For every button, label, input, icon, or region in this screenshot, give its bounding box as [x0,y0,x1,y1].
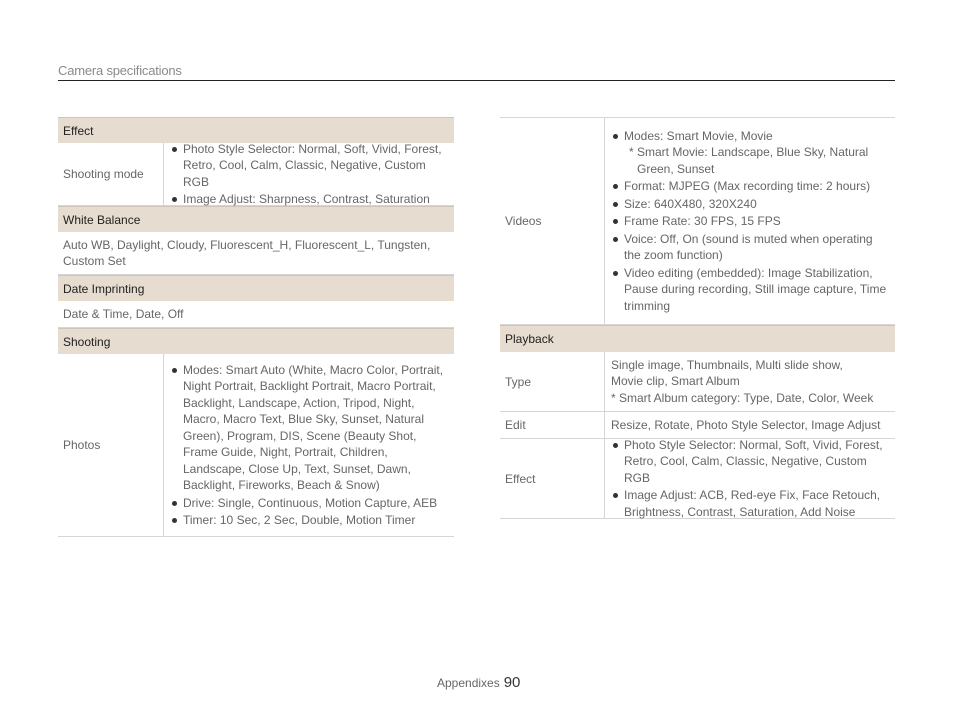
row-type [500,352,895,412]
section-heading-shooting: Shooting [58,328,454,354]
list-item: Voice: Off, On (sound is muted when operating the zoom function) [611,231,889,264]
type-line-2: Movie clip, Smart Album [611,374,740,389]
footer-section: Appendixes [437,676,500,690]
row-value: Date & Time, Date, Off [63,306,184,321]
list-item: Modes: Smart Auto (White, Macro Color, Portrait, Night Portrait, Backlight Portrait, Macro Portrait, Backlight, Landscape, Action, Tripod, Night, Macro, Macro Text, Blue Sky, Sunset, Natural Green), Program, DIS, Scene (Beauty Shot, Frame Guide, Night, Portrait, Children, Landscape, Close Up, Text, Sunset, Dawn, Backlight, Fireworks, Beach & Snow) [170,362,448,494]
section-heading-date-imprinting: Date Imprinting [58,275,454,301]
row-value: Resize, Rotate, Photo Style Selector, Image Adjust [611,417,881,432]
row-label: Edit [500,412,605,438]
row-date-imprinting [58,301,454,328]
row-value [605,118,895,324]
list-item: Frame Rate: 30 FPS, 15 FPS [611,213,889,230]
row-value [605,439,895,518]
list-item: Size: 640X480, 320X240 [611,196,889,213]
list-item: Timer: 10 Sec, 2 Sec, Double, Motion Timer [170,512,448,529]
shooting-mode-list [170,140,448,209]
row-videos [500,117,895,325]
playback-effect-list [611,436,889,522]
type-line-1: Single image, Thumbnails, Multi slide show, [611,357,843,372]
videos-modes: Modes: Smart Movie, Movie [624,128,773,143]
row-value [605,352,895,411]
row-label: Shooting mode [58,143,164,205]
page-footer [437,674,520,691]
right-spec-table [500,117,895,519]
videos-list [611,127,889,316]
row-white-balance [58,232,454,275]
section-heading-white-balance: White Balance [58,206,454,232]
row-label: Videos [500,118,605,324]
left-spec-table [58,117,454,537]
list-item: Image Adjust: Sharpness, Contrast, Saturation [170,191,448,208]
type-note: * Smart Album category: Type, Date, Color, Week [611,390,874,405]
row-photos [58,354,454,537]
list-item: Photo Style Selector: Normal, Soft, Vivid, Forest, Retro, Cool, Calm, Classic, Negative, Custom RGB [611,437,889,487]
list-item: Format: MJPEG (Max recording time: 2 hours) [611,178,889,195]
row-label: Photos [58,354,164,536]
row-value [164,143,454,205]
page-title: Camera specifications [58,63,182,78]
list-item: Image Adjust: ACB, Red-eye Fix, Face Retouch, Brightness, Contrast, Saturation, Add Noise [611,487,889,520]
row-value [164,354,454,536]
row-shooting-mode [58,143,454,206]
videos-modes-note: * Smart Movie: Landscape, Blue Sky, Natural Green, Sunset [629,145,869,176]
section-heading-playback: Playback [500,325,895,352]
page-header [58,62,895,81]
row-playback-effect [500,439,895,519]
list-item [611,128,889,178]
photos-list [170,361,448,530]
row-label: Type [500,352,605,411]
list-item: Video editing (embedded): Image Stabilization, Pause during recording, Still image capture, Time trimming [611,265,889,315]
page-number: 90 [503,674,521,691]
section-heading-effect: Effect [58,117,454,143]
row-value: Auto WB, Daylight, Cloudy, Fluorescent_H, Fluorescent_L, Tungsten, Custom Set [63,237,431,268]
list-item: Drive: Single, Continuous, Motion Capture, AEB [170,495,448,512]
row-label: Effect [500,439,605,518]
list-item: Photo Style Selector: Normal, Soft, Vivid, Forest, Retro, Cool, Calm, Classic, Negative, Custom RGB [170,141,448,191]
